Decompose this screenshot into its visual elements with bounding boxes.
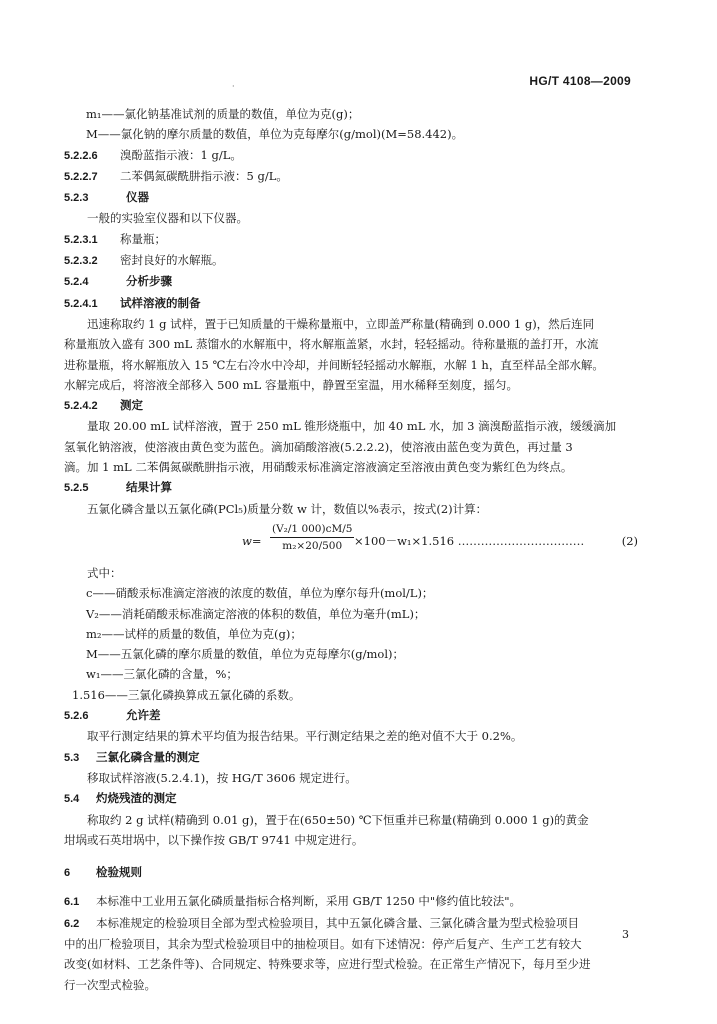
where-label: 式中： <box>87 565 122 580</box>
clause-title: 仪器 <box>126 192 149 205</box>
clause-text: 密封良好的水解瓶。 <box>120 253 224 268</box>
formula-lhs: w= <box>242 533 262 548</box>
clause-title: 结果计算 <box>126 482 172 495</box>
paragraph-line: 行一次型式检验。 <box>64 977 156 992</box>
paragraph-line: 称量瓶放入盛有 300 mL 蒸馏水的水解瓶中，将水解瓶盖紧，水封，轻轻摇动。待称量瓶的盖打开，水流 <box>64 337 599 352</box>
clause-text: 称量瓶； <box>120 231 166 246</box>
clause-5-3 <box>64 747 644 768</box>
standard-number-header: HG/T 4108—2009 <box>529 74 631 88</box>
paragraph-line: 移取试样溶液(5.2.4.1)，按 HG/T 3606 规定进行。 <box>87 770 357 785</box>
clause-number: 5.2.2.6 <box>64 149 98 162</box>
clause-number: 5.2.4 <box>64 276 89 289</box>
header-mark: · <box>232 82 235 91</box>
document-body <box>64 104 644 995</box>
formula-numerator: (V₂/1 000)cM/5 <box>270 521 354 538</box>
clause-5-2-2-6 <box>64 145 644 166</box>
chapter-6 <box>64 862 644 883</box>
clause-5-2-3-1 <box>64 229 644 250</box>
clause-title: 测定 <box>120 400 143 413</box>
formula-2 <box>64 519 644 563</box>
clause-text: 本标准规定的检验项目全部为型式检验项目，其中五氯化磷含量、三氯化磷含量为型式检验项目 <box>96 915 579 930</box>
clause-number: 5.2.4.1 <box>64 297 98 310</box>
clause-5-4 <box>64 788 644 809</box>
paragraph-line: 量取 20.00 mL 试样溶液，置于 250 mL 锥形烧瓶中，加 40 mL 水，加 3 滴溴酚蓝指示液，缓缓滴加 <box>87 419 617 434</box>
clause-number: 6.1 <box>64 896 80 909</box>
clause-number: 5.3 <box>64 751 80 764</box>
clause-text: 二苯偶氮碳酰肼指示液：5 g/L。 <box>120 168 288 183</box>
clause-number: 5.4 <box>64 793 80 806</box>
clause-number: 5.2.3.1 <box>64 233 98 246</box>
clause-number: 5.2.6 <box>64 710 89 723</box>
clause-title: 允许差 <box>126 710 161 723</box>
chapter-number: 6 <box>64 867 71 880</box>
clause-6-2 <box>64 913 644 934</box>
page-number: 3 <box>622 928 629 941</box>
clause-title: 试样溶液的制备 <box>120 297 201 310</box>
clause-number: 5.2.3 <box>64 192 89 205</box>
clause-text: 本标准中工业用五氯化磷质量指标合格判断，采用 GB/T 1250 中"修约值比较法"。 <box>96 894 521 909</box>
clause-5-2-2-7 <box>64 166 644 187</box>
section-gap <box>64 883 644 891</box>
paragraph-line: 滴。加 1 mL 二苯偶氮碳酰肼指示液，用硝酸汞标准滴定溶液滴定至溶液由黄色变为紫红色为终点。 <box>64 460 573 475</box>
clause-5-2-4 <box>64 271 644 292</box>
clause-number: 5.2.2.7 <box>64 170 98 183</box>
section-gap <box>64 850 644 862</box>
definition-w1: w₁——三氯化磷的含量，%； <box>86 667 238 682</box>
clause-number: 5.2.5 <box>64 482 89 495</box>
clause-title: 三氯化磷含量的测定 <box>96 751 200 764</box>
clause-5-2-6 <box>64 705 644 726</box>
paragraph-line: 称取约 2 g 试样(精确到 0.01 g)，置于在(650±50) ℃下恒重并已称量(精确到 0.000 1 g)的黄金 <box>87 812 589 827</box>
paragraph-line: 取平行测定结果的算术平均值为报告结果。平行测定结果之差的绝对值不大于 0.2%。 <box>87 729 523 744</box>
formula-intro: 五氯化磷含量以五氯化磷(PCl₅)质量分数 w 计，数值以%表示，按式(2)计算： <box>87 501 488 516</box>
formula-tail: ×100－w₁×1.516 <box>354 533 455 548</box>
paragraph-line: 中的出厂检验项目，其余为型式检验项目中的抽检项目。如有下述情况：停产后复产、生产工艺有较大 <box>64 936 582 951</box>
formula-denominator: m₂×20/500 <box>282 539 343 552</box>
clause-number: 5.2.4.2 <box>64 400 98 413</box>
clause-number: 6.2 <box>64 917 80 930</box>
paragraph-line: 氢氧化钠溶液，使溶液由黄色变为蓝色。滴加硝酸溶液(5.2.2.2)，使溶液由蓝色变为黄色，再过量 3 <box>64 439 573 454</box>
leader-dots: …………………………… <box>457 533 585 548</box>
formula-rest <box>354 531 584 551</box>
clause-5-2-5 <box>64 477 644 498</box>
chapter-title: 检验规则 <box>96 867 142 880</box>
clause-5-2-3-2 <box>64 250 644 271</box>
definition-coefficient: 1.516——三氯化磷换算成五氯化磷的系数。 <box>72 687 301 702</box>
definition-m2: m₂——试样的质量的数值，单位为克(g)； <box>86 626 302 641</box>
definition-c: c——硝酸汞标准滴定溶液的浓度的数值，单位为摩尔每升(mol/L)； <box>86 586 434 601</box>
clause-5-2-3 <box>64 187 644 208</box>
paragraph-line: 坩埚或石英坩埚中，以下操作按 GB/T 9741 中规定进行。 <box>64 832 364 847</box>
clause-text: 溴酚蓝指示液：1 g/L。 <box>120 147 242 162</box>
clause-5-2-3-body: 一般的实验室仪器和以下仪器。 <box>87 211 248 226</box>
paragraph-line: 迅速称取约 1 g 试样，置于已知质量的干燥称量瓶中，立即盖严称量(精确到 0.000 1 g)，然后连同 <box>87 316 595 331</box>
paragraph-line: 改变(如材料、工艺条件等)、合同规定、特殊要求等，应进行型式检验。在正常生产情况下，每月至少进 <box>64 957 591 972</box>
clause-6-1 <box>64 891 644 912</box>
paragraph-line: 进称量瓶，将水解瓶放入 15 ℃左右冷水中冷却，并间断轻轻摇动水解瓶，水解 1 h，直至样品全部水解。 <box>64 357 604 372</box>
clause-title: 分析步骤 <box>126 276 172 289</box>
equation-number: (2) <box>621 533 638 548</box>
clause-title: 灼烧残渣的测定 <box>96 793 177 806</box>
definition-m1: m₁——氯化钠基准试剂的质量的数值，单位为克(g)； <box>86 107 360 121</box>
definition-M-nacl: M——氯化钠的摩尔质量的数值，单位为克每摩尔(g/mol)(M=58.442)。 <box>86 127 464 142</box>
paragraph-line: 水解完成后，将溶液全部移入 500 mL 容量瓶中，静置至室温，用水稀释至刻度，摇匀。 <box>64 377 518 392</box>
clause-number: 5.2.3.2 <box>64 255 98 268</box>
clause-5-2-4-1 <box>64 293 644 314</box>
formula-fraction <box>270 521 354 554</box>
definition-V2: V₂——消耗硝酸汞标准滴定溶液的体积的数值，单位为毫升(mL)； <box>86 606 426 621</box>
clause-5-2-4-2 <box>64 395 644 416</box>
definition-M-pcl5: M——五氯化磷的摩尔质量的数值，单位为克每摩尔(g/mol)； <box>86 647 404 662</box>
